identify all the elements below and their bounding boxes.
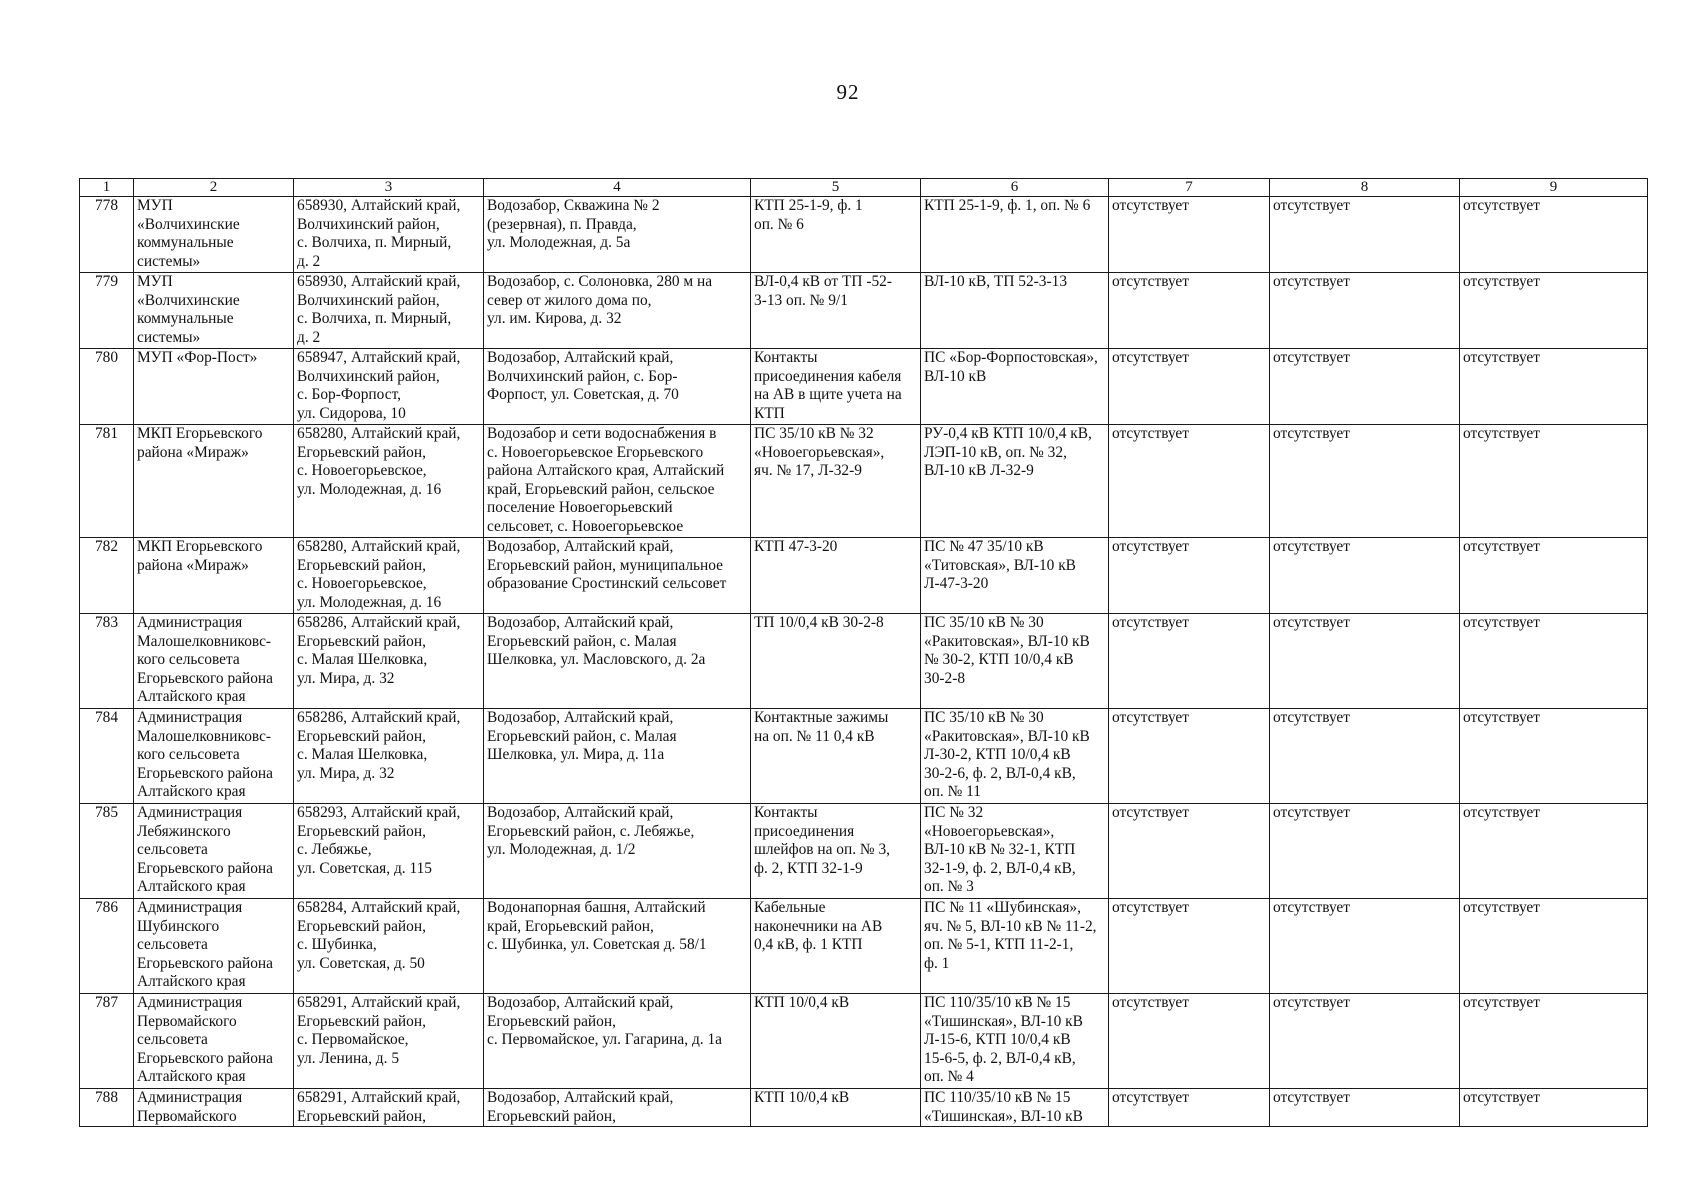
col8-cell: отсутствует (1270, 804, 1460, 899)
col9-cell: отсутствует (1460, 197, 1648, 273)
col8-cell: отсутствует (1270, 899, 1460, 994)
col9-cell: отсутствует (1460, 804, 1648, 899)
address-cell: 658291, Алтайский край, Егорьевский район, с. Первомайское, ул. Ленина, д. 5 (294, 994, 484, 1089)
col7-cell: отсутствует (1109, 709, 1270, 804)
supply-source-cell: ПС «Бор-Форпостовская», ВЛ-10 кВ (921, 349, 1109, 425)
organization-cell: Администрация Первомайского (134, 1089, 294, 1127)
supply-source-cell: ПС 110/35/10 кВ № 15 «Тишинская», ВЛ-10 кВ Л-15-6, КТП 10/0,4 кВ 15-6-5, ф. 2, ВЛ-0,4 кВ, оп. № 4 (921, 994, 1109, 1089)
column-number-row (80, 179, 1648, 197)
col9-cell: отсутствует (1460, 349, 1648, 425)
organization-cell: МКП Егорьевского района «Мираж» (134, 425, 294, 538)
col8-cell: отсутствует (1270, 538, 1460, 614)
organization-cell: Администрация Малошелковниковс- кого сельсовета Егорьевского района Алтайского края (134, 709, 294, 804)
col7-cell: отсутствует (1109, 899, 1270, 994)
connection-point-cell: КТП 10/0,4 кВ (751, 1089, 921, 1127)
supply-source-cell: ПС 35/10 кВ № 30 «Ракитовская», ВЛ-10 кВ № 30-2, КТП 10/0,4 кВ 30-2-8 (921, 614, 1109, 709)
address-cell: 658293, Алтайский край, Егорьевский район, с. Лебяжье, ул. Советская, д. 115 (294, 804, 484, 899)
col7-cell: отсутствует (1109, 197, 1270, 273)
col8-cell: отсутствует (1270, 273, 1460, 349)
table-row (80, 899, 1648, 994)
row-number: 783 (80, 614, 134, 709)
table-row (80, 994, 1648, 1089)
organization-cell: МУП «Фор-Пост» (134, 349, 294, 425)
col9-cell: отсутствует (1460, 425, 1648, 538)
object-cell: Водозабор, Алтайский край, Егорьевский район, с. Малая Шелковка, ул. Масловского, д. 2а (484, 614, 751, 709)
connection-point-cell: Контактные зажимы на оп. № 11 0,4 кВ (751, 709, 921, 804)
organization-cell: МУП «Волчихинские коммунальные системы» (134, 273, 294, 349)
row-number: 786 (80, 899, 134, 994)
row-number: 778 (80, 197, 134, 273)
table-row (80, 349, 1648, 425)
column-header: 6 (921, 179, 1109, 197)
supply-source-cell: ПС 35/10 кВ № 30 «Ракитовская», ВЛ-10 кВ Л-30-2, КТП 10/0,4 кВ 30-2-6, ф. 2, ВЛ-0,4 кВ, оп. № 11 (921, 709, 1109, 804)
col8-cell: отсутствует (1270, 197, 1460, 273)
row-number: 780 (80, 349, 134, 425)
object-cell: Водозабор, Алтайский край, Егорьевский район, муниципальное образование Сростинский сельсовет (484, 538, 751, 614)
col8-cell: отсутствует (1270, 994, 1460, 1089)
row-number: 788 (80, 1089, 134, 1127)
column-header: 4 (484, 179, 751, 197)
table-row (80, 709, 1648, 804)
object-cell: Водозабор, Алтайский край, Егорьевский район, с. Малая Шелковка, ул. Мира, д. 11а (484, 709, 751, 804)
address-cell: 658930, Алтайский край, Волчихинский район, с. Волчиха, п. Мирный, д. 2 (294, 273, 484, 349)
supply-source-cell: РУ-0,4 кВ КТП 10/0,4 кВ, ЛЭП-10 кВ, оп. № 32, ВЛ-10 кВ Л-32-9 (921, 425, 1109, 538)
object-cell: Водозабор, Алтайский край, Волчихинский район, с. Бор- Форпост, ул. Советская, д. 70 (484, 349, 751, 425)
col8-cell: отсутствует (1270, 614, 1460, 709)
connection-point-cell: ПС 35/10 кВ № 32 «Новоегорьевская», яч. № 17, Л-32-9 (751, 425, 921, 538)
address-cell: 658930, Алтайский край, Волчихинский район, с. Волчиха, п. Мирный, д. 2 (294, 197, 484, 273)
col9-cell: отсутствует (1460, 538, 1648, 614)
row-number: 785 (80, 804, 134, 899)
col9-cell: отсутствует (1460, 273, 1648, 349)
col9-cell: отсутствует (1460, 614, 1648, 709)
col9-cell: отсутствует (1460, 1089, 1648, 1127)
table-row (80, 538, 1648, 614)
supply-source-cell: ПС № 32 «Новоегорьевская», ВЛ-10 кВ № 32-1, КТП 32-1-9, ф. 2, ВЛ-0,4 кВ, оп. № 3 (921, 804, 1109, 899)
connection-point-cell: КТП 10/0,4 кВ (751, 994, 921, 1089)
row-number: 781 (80, 425, 134, 538)
object-cell: Водозабор, Алтайский край, Егорьевский район, с. Лебяжье, ул. Молодежная, д. 1/2 (484, 804, 751, 899)
object-cell: Водозабор, Алтайский край, Егорьевский район, с. Первомайское, ул. Гагарина, д. 1а (484, 994, 751, 1089)
col8-cell: отсутствует (1270, 349, 1460, 425)
col9-cell: отсутствует (1460, 709, 1648, 804)
table-row (80, 804, 1648, 899)
object-cell: Водозабор и сети водоснабжения в с. Новоегорьевское Егорьевского района Алтайского края, Алтайский край, Егорьевский район, сельское поселение Новоегорьевский сельсовет, с. Новоегорьевское (484, 425, 751, 538)
connection-point-cell: КТП 25-1-9, ф. 1 оп. № 6 (751, 197, 921, 273)
object-cell: Водозабор, Скважина № 2 (резервная), п. Правда, ул. Молодежная, д. 5а (484, 197, 751, 273)
col7-cell: отсутствует (1109, 273, 1270, 349)
supply-source-cell: ПС 110/35/10 кВ № 15 «Тишинская», ВЛ-10 кВ (921, 1089, 1109, 1127)
col8-cell: отсутствует (1270, 425, 1460, 538)
row-number: 784 (80, 709, 134, 804)
organization-cell: МУП «Волчихинские коммунальные системы» (134, 197, 294, 273)
col9-cell: отсутствует (1460, 994, 1648, 1089)
organization-cell: МКП Егорьевского района «Мираж» (134, 538, 294, 614)
supply-source-cell: ПС № 47 35/10 кВ «Титовская», ВЛ-10 кВ Л-47-3-20 (921, 538, 1109, 614)
organization-cell: Администрация Малошелковниковс- кого сельсовета Егорьевского района Алтайского края (134, 614, 294, 709)
col9-cell: отсутствует (1460, 899, 1648, 994)
col7-cell: отсутствует (1109, 425, 1270, 538)
address-cell: 658286, Алтайский край, Егорьевский район, с. Малая Шелковка, ул. Мира, д. 32 (294, 614, 484, 709)
address-cell: 658947, Алтайский край, Волчихинский район, с. Бор-Форпост, ул. Сидорова, 10 (294, 349, 484, 425)
object-cell: Водозабор, Алтайский край, Егорьевский район, (484, 1089, 751, 1127)
column-header: 5 (751, 179, 921, 197)
organization-cell: Администрация Шубинского сельсовета Егорьевского района Алтайского края (134, 899, 294, 994)
column-header: 8 (1270, 179, 1460, 197)
table-row (80, 1089, 1648, 1127)
row-number: 779 (80, 273, 134, 349)
column-header: 2 (134, 179, 294, 197)
col7-cell: отсутствует (1109, 538, 1270, 614)
registry-table (79, 178, 1648, 1127)
table-row (80, 197, 1648, 273)
connection-point-cell: Кабельные наконечники на АВ 0,4 кВ, ф. 1 КТП (751, 899, 921, 994)
table-row (80, 614, 1648, 709)
connection-point-cell: Контакты присоединения кабеля на АВ в щите учета на КТП (751, 349, 921, 425)
connection-point-cell: ТП 10/0,4 кВ 30-2-8 (751, 614, 921, 709)
address-cell: 658280, Алтайский край, Егорьевский район, с. Новоегорьевское, ул. Молодежная, д. 16 (294, 538, 484, 614)
organization-cell: Администрация Первомайского сельсовета Егорьевского района Алтайского края (134, 994, 294, 1089)
object-cell: Водозабор, с. Солоновка, 280 м на север от жилого дома по, ул. им. Кирова, д. 32 (484, 273, 751, 349)
object-cell: Водонапорная башня, Алтайский край, Егорьевский район, с. Шубинка, ул. Советская д. 58/1 (484, 899, 751, 994)
supply-source-cell: КТП 25-1-9, ф. 1, оп. № 6 (921, 197, 1109, 273)
organization-cell: Администрация Лебяжинского сельсовета Егорьевского района Алтайского края (134, 804, 294, 899)
supply-source-cell: ВЛ-10 кВ, ТП 52-3-13 (921, 273, 1109, 349)
connection-point-cell: КТП 47-3-20 (751, 538, 921, 614)
row-number: 787 (80, 994, 134, 1089)
address-cell: 658280, Алтайский край, Егорьевский район, с. Новоегорьевское, ул. Молодежная, д. 16 (294, 425, 484, 538)
column-header: 9 (1460, 179, 1648, 197)
row-number: 782 (80, 538, 134, 614)
col7-cell: отсутствует (1109, 804, 1270, 899)
col8-cell: отсутствует (1270, 709, 1460, 804)
connection-point-cell: Контакты присоединения шлейфов на оп. № 3, ф. 2, КТП 32-1-9 (751, 804, 921, 899)
column-header: 1 (80, 179, 134, 197)
address-cell: 658291, Алтайский край, Егорьевский район, (294, 1089, 484, 1127)
table-row (80, 273, 1648, 349)
col7-cell: отсутствует (1109, 1089, 1270, 1127)
supply-source-cell: ПС № 11 «Шубинская», яч. № 5, ВЛ-10 кВ № 11-2, оп. № 5-1, КТП 11-2-1, ф. 1 (921, 899, 1109, 994)
col7-cell: отсутствует (1109, 994, 1270, 1089)
connection-point-cell: ВЛ-0,4 кВ от ТП -52- 3-13 оп. № 9/1 (751, 273, 921, 349)
col7-cell: отсутствует (1109, 614, 1270, 709)
table-row (80, 425, 1648, 538)
col7-cell: отсутствует (1109, 349, 1270, 425)
column-header: 3 (294, 179, 484, 197)
col8-cell: отсутствует (1270, 1089, 1460, 1127)
page-number: 92 (836, 80, 860, 104)
address-cell: 658286, Алтайский край, Егорьевский район, с. Малая Шелковка, ул. Мира, д. 32 (294, 709, 484, 804)
address-cell: 658284, Алтайский край, Егорьевский район, с. Шубинка, ул. Советская, д. 50 (294, 899, 484, 994)
column-header: 7 (1109, 179, 1270, 197)
